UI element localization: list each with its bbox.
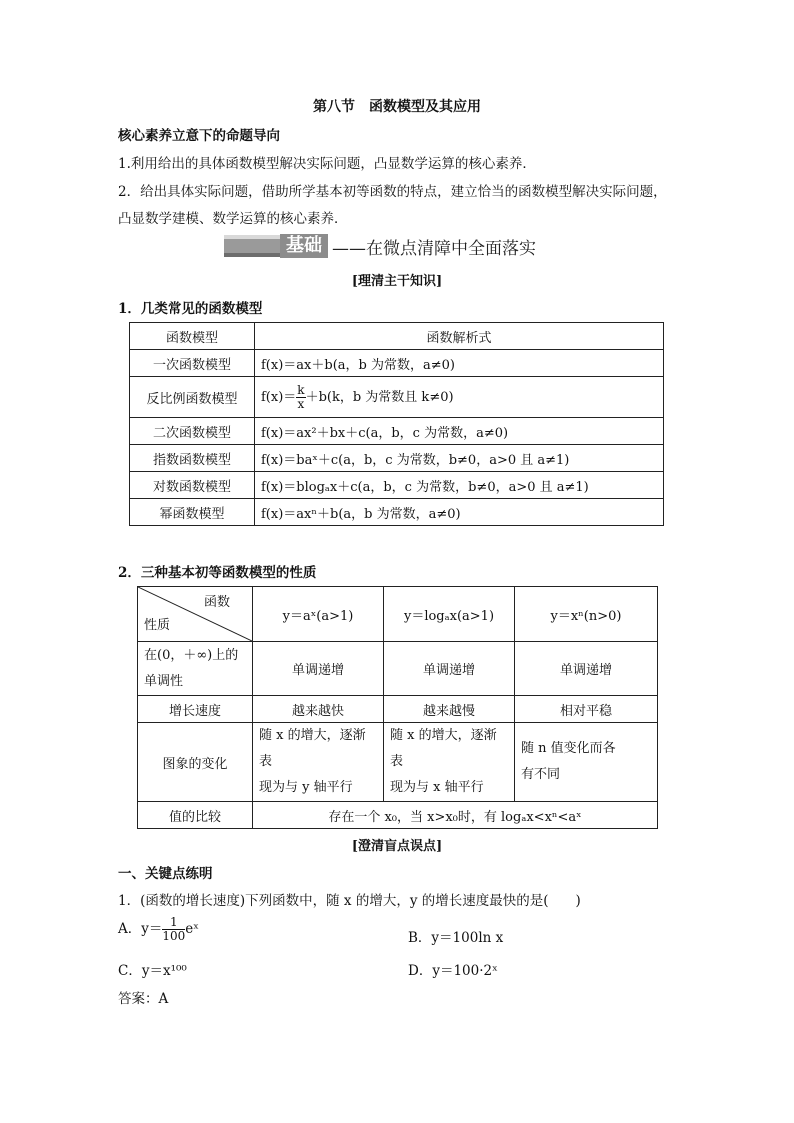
formula-prefix: f(x)＝	[261, 389, 297, 405]
table-row	[130, 377, 664, 418]
banner-bar-decoration	[224, 235, 280, 257]
banner-subtitle: ——在微点清障中全面落实	[332, 238, 536, 259]
table-row	[130, 445, 664, 472]
header-formula: 函数解析式	[255, 323, 664, 350]
option-a-suffix: eˣ	[185, 921, 200, 937]
cell-line: 现为与 y 轴平行	[259, 780, 353, 795]
corner-top-label: 函数	[203, 595, 230, 610]
model-formula: f(x)＝ax＋b(a，b 为常数，a≠0)	[255, 350, 664, 377]
column-exponential: y＝aˣ(a>1)	[253, 587, 384, 642]
answer: 答案：A	[118, 991, 169, 1007]
model-formula: f(x)＝ax²＋bx＋c(a，b，c 为常数，a≠0)	[255, 418, 664, 445]
core-heading: 核心素养立意下的命题导向	[118, 128, 280, 144]
row-label-line: 单调性	[144, 673, 184, 689]
table-cell	[515, 723, 658, 802]
table-row	[138, 802, 658, 829]
table-cell: 相对平稳	[515, 696, 658, 723]
table-cell: 单调递增	[253, 642, 384, 696]
cell-line: 现为与 x 轴平行	[390, 780, 484, 795]
row-label-line: 在(0，＋∞)上的	[144, 647, 239, 663]
column-logarithmic: y＝logₐx(a>1)	[384, 587, 515, 642]
model-name: 一次函数模型	[130, 350, 255, 377]
table-cell	[384, 723, 515, 802]
header-model: 函数模型	[130, 323, 255, 350]
row-label-graph-change: 图象的变化	[138, 723, 253, 802]
column-power: y＝xⁿ(n>0)	[515, 587, 658, 642]
section3-label: [澄清盲点误点]	[351, 839, 443, 854]
table-row	[138, 642, 658, 696]
model-formula: f(x)＝blogₐx＋c(a，b，c 为常数，b≠0，a>0 且 a≠1)	[255, 472, 664, 499]
table-row	[130, 350, 664, 377]
table-cell: 越来越快	[253, 696, 384, 723]
option-a	[118, 916, 199, 943]
option-b: B．y＝100ln x	[408, 930, 504, 946]
table-cell	[253, 723, 384, 802]
model-name: 指数函数模型	[130, 445, 255, 472]
table-row	[138, 723, 658, 802]
basics-banner	[224, 234, 536, 258]
section1-label: [理清主干知识]	[351, 274, 443, 289]
option-a-prefix: A．y＝	[118, 921, 163, 937]
table-cell: 越来越慢	[384, 696, 515, 723]
table-row	[138, 696, 658, 723]
function-models-table	[129, 322, 664, 526]
fraction-denominator: 100	[162, 929, 186, 943]
table-header-row	[130, 323, 664, 350]
model-formula	[255, 377, 664, 418]
fraction-numerator: 1	[162, 916, 185, 930]
model-name: 幂函数模型	[130, 499, 255, 526]
merged-cell: 存在一个 x₀，当 x>x₀时，有 logₐx<xⁿ<aˣ	[253, 802, 658, 829]
section2-heading: 2．三种基本初等函数模型的性质	[118, 565, 317, 581]
formula-suffix: ＋b(k，b 为常数且 k≠0)	[305, 389, 454, 405]
cell-line: 有不同	[521, 767, 561, 782]
row-label-monotonicity	[138, 642, 253, 696]
fraction-denominator: x	[297, 396, 305, 411]
corner-bottom-label: 性质	[144, 618, 171, 633]
section1-heading: 1．几类常见的函数模型	[118, 301, 263, 317]
table-row	[130, 499, 664, 526]
section-title: 第八节 函数模型及其应用	[313, 99, 481, 115]
cell-line: 随 n 值变化而各	[521, 741, 616, 756]
question-1: 1．(函数的增长速度)下列函数中，随 x 的增大，y 的增长速度最快的是( )	[118, 893, 581, 909]
option-c: C．y＝x¹⁰⁰	[118, 963, 187, 979]
table-row	[130, 418, 664, 445]
table-cell: 单调递增	[384, 642, 515, 696]
table-header-row	[138, 587, 658, 642]
model-name: 二次函数模型	[130, 418, 255, 445]
fraction	[162, 916, 185, 943]
core-item-1: 1.利用给出的具体函数模型解决实际问题，凸显数学运算的核心素养．	[118, 156, 536, 172]
model-name: 对数函数模型	[130, 472, 255, 499]
diagonal-header-cell	[138, 587, 253, 642]
function-properties-table	[137, 586, 658, 829]
option-d: D．y＝100·2ˣ	[408, 963, 498, 979]
fraction	[296, 384, 305, 411]
row-label-value-comparison: 值的比较	[138, 802, 253, 829]
table-row	[130, 472, 664, 499]
fraction-numerator: k	[297, 382, 305, 397]
model-formula: f(x)＝axⁿ＋b(a，b 为常数，a≠0)	[255, 499, 664, 526]
core-item-2-line-1: 2．给出具体实际问题，借助所学基本初等函数的特点，建立恰当的函数模型解决实际问题，	[118, 184, 667, 200]
section3-heading: 一、关键点练明	[118, 866, 213, 882]
model-formula: f(x)＝baˣ＋c(a，b，c 为常数，b≠0，a>0 且 a≠1)	[255, 445, 664, 472]
banner-key: 基础	[280, 234, 328, 258]
row-label-growth: 增长速度	[138, 696, 253, 723]
cell-line: 随 x 的增大，逐渐表	[259, 728, 366, 769]
table-cell: 单调递增	[515, 642, 658, 696]
core-item-2-line-2: 凸显数学建模、数学运算的核心素养．	[118, 211, 348, 227]
cell-line: 随 x 的增大，逐渐表	[390, 728, 497, 769]
model-name: 反比例函数模型	[130, 377, 255, 418]
